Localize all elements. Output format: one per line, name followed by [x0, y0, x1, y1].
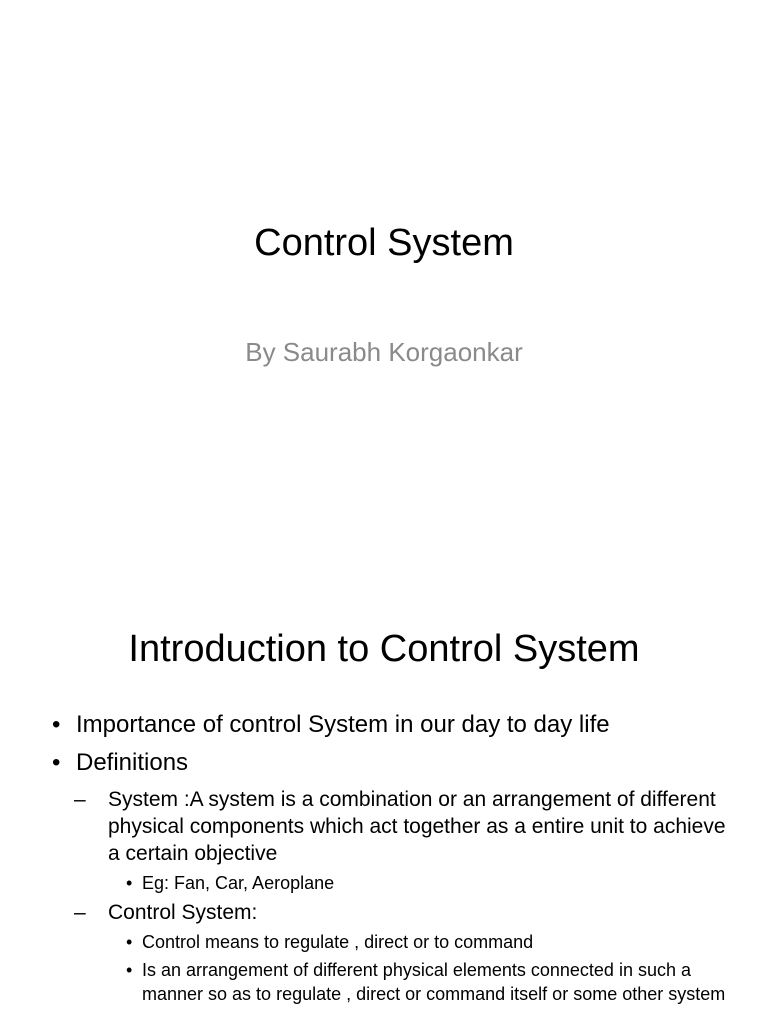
bullet-icon: •	[126, 873, 133, 893]
bullet-icon: •	[126, 960, 133, 980]
dash-icon: –	[74, 901, 86, 924]
slide-2	[0, 576, 768, 1024]
list-item-text: Importance of control System in our day to day life	[76, 711, 610, 738]
list-item	[52, 930, 732, 954]
list-item-text: System :A system is a combination or an arrangement of different physical components which act together as a entire unit to achieve a certain objective	[108, 788, 726, 865]
list-item-text: Control System:	[108, 901, 258, 924]
slide-title: Control System	[254, 222, 514, 264]
bullet-icon: •	[52, 749, 61, 776]
slide-title: Introduction to Control System	[128, 628, 640, 670]
bullet-icon: •	[52, 711, 61, 738]
list-item	[52, 786, 732, 867]
bullet-list	[52, 710, 732, 1010]
list-item	[52, 710, 732, 740]
list-item	[52, 871, 732, 895]
list-item-text: Eg: Fan, Car, Aeroplane	[142, 873, 335, 893]
list-item-text: Control means to regulate , direct or to command	[142, 932, 534, 952]
list-item	[52, 748, 732, 778]
list-item-text: Is an arrangement of different physical elements connected in such a manner so as to regulate , direct or command itself or some other system	[142, 960, 726, 1004]
list-item-text: Definitions	[76, 749, 189, 776]
bullet-icon: •	[126, 932, 133, 952]
dash-icon: –	[74, 788, 86, 811]
slide-subtitle: By Saurabh Korgaonkar	[245, 337, 523, 367]
list-item	[52, 958, 732, 1006]
list-item	[52, 899, 732, 926]
